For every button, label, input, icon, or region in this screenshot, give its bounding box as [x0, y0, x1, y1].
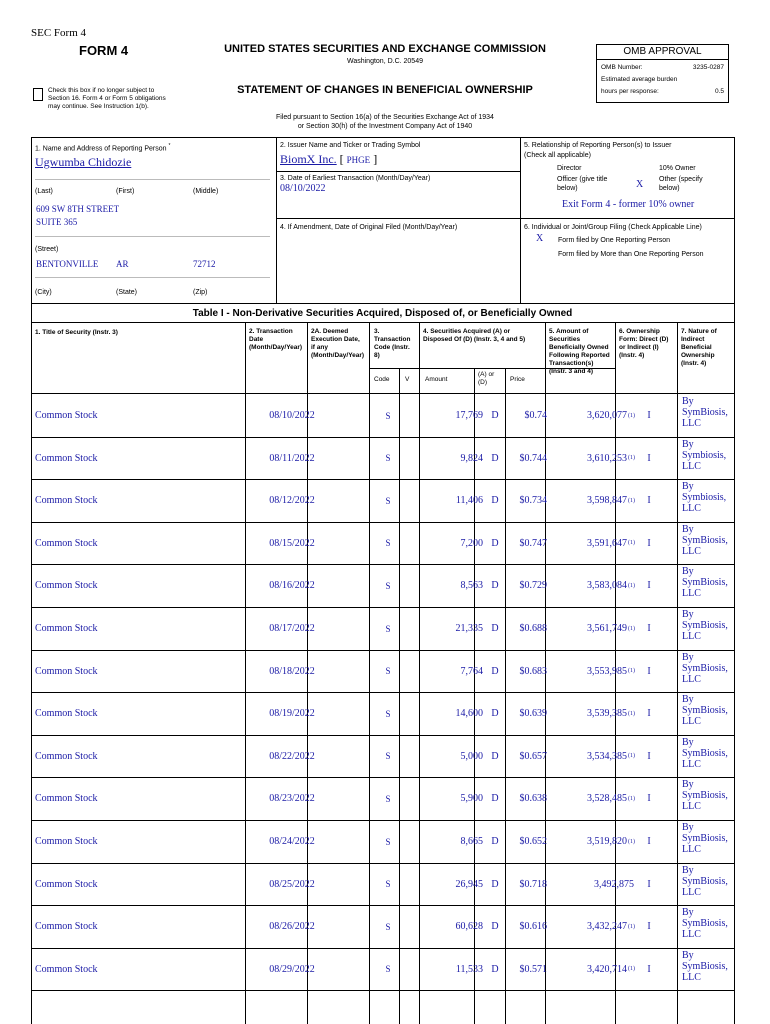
amount: 5,900 [460, 793, 483, 805]
amount-owned: 3,553,985 (1) [587, 665, 635, 677]
amount: 5,000 [460, 750, 483, 762]
footnote-ref[interactable]: (1) [628, 455, 635, 462]
checkbox-instruction: Check this box if no longer subject to Section 16. Form 4 or Form 5 obligations may continue. See Instruction 1(b). [48, 87, 166, 110]
amendment-label: 4. If Amendment, Date of Original Filed (Month/Day/Year) [280, 224, 458, 231]
transaction-code: S [385, 580, 391, 591]
sub-v: V [405, 376, 410, 383]
security-title: Common Stock [35, 452, 98, 464]
amount-owned: 3,561,749 (1) [587, 623, 635, 634]
amount-owned: 3,620,077 (1) [587, 410, 635, 421]
amount-owned: 3,539,385 (1) [587, 708, 635, 720]
table-row [31, 564, 734, 608]
transaction-code: S [385, 410, 391, 421]
footnote-ref[interactable]: (1) [628, 412, 635, 419]
security-title: Common Stock [35, 623, 98, 634]
price: $0.657 [519, 750, 547, 762]
footnote-ref[interactable]: (1) [628, 753, 635, 760]
transaction-code: S [385, 751, 391, 762]
earliest-date-label: 3. Date of Earliest Transaction (Month/Day/Year) [280, 175, 431, 182]
more-person-option: Form filed by More than One Reporting Person [558, 251, 704, 258]
agency-title: UNITED STATES SECURITIES AND EXCHANGE COMMISSION [224, 43, 546, 55]
col-deemed-execution: 2A. Deemed Execution Date, if any (Month/Day/Year) [311, 328, 365, 359]
acquired-or-disposed: D [491, 495, 499, 507]
street-label: (Street) [35, 246, 59, 253]
amount-owned: 3,583,084 (1) [587, 580, 635, 592]
ownership-form: I [647, 452, 651, 464]
amount: 60,628 [455, 921, 483, 933]
table-row [31, 394, 734, 438]
amount-owned: 3,591,647 (1) [587, 537, 635, 549]
transaction-date: 08/10/2022 [269, 410, 315, 421]
form-title: FORM 4 [79, 43, 129, 58]
sub-code: Code [374, 376, 390, 383]
footnote-ref[interactable]: (1) [628, 795, 635, 802]
omb-number-label: OMB Number: [601, 64, 643, 71]
price: $0.747 [519, 537, 547, 549]
security-title: Common Stock [35, 836, 98, 847]
transaction-date: 08/12/2022 [269, 495, 315, 507]
reporting-person-label: 1. Name and Address of Reporting Person * [35, 143, 171, 153]
one-person-option: Form filed by One Reporting Person [558, 237, 671, 244]
footnote-ref[interactable]: (1) [628, 966, 635, 973]
ownership-form: I [647, 537, 651, 549]
nature-of-ownership: By Symbiosis, LLC [682, 481, 727, 515]
relationship-label: 5. Relationship of Reporting Person(s) to Issuer [524, 142, 672, 149]
footnote-ref[interactable]: (1) [628, 710, 635, 717]
price: $0.639 [519, 708, 547, 720]
ownership-form: I [647, 623, 651, 634]
ownership-form: I [647, 410, 651, 421]
amount: 7,764 [460, 665, 483, 677]
nature-of-ownership: By SymBiosis, LLC [682, 566, 728, 600]
security-title: Common Stock [35, 495, 98, 507]
transaction-date: 08/29/2022 [269, 963, 315, 975]
acquired-or-disposed: D [491, 410, 499, 421]
zip-label: (Zip) [193, 289, 208, 296]
issuer-label: 2. Issuer Name and Ticker or Trading Symbol [280, 142, 421, 149]
omb-burden-label: Estimated average burden [601, 76, 678, 83]
nature-of-ownership: By SymBiosis, LLC [682, 864, 728, 898]
table-row [31, 905, 734, 949]
transaction-code: S [385, 921, 391, 932]
transaction-code: S [385, 793, 391, 804]
amount: 9,824 [460, 452, 483, 464]
nature-of-ownership: By SymBiosis, LLC [682, 907, 728, 941]
security-title: Common Stock [35, 793, 98, 805]
col-amount-owned: 5. Amount of Securities Beneficially Owned Following Reported Transaction(s) (Instr. 3 and 4) [549, 328, 610, 375]
omb-hours-label: hours per response: [601, 88, 659, 95]
sub-a-or-d: (A) or (D) [478, 371, 495, 386]
security-title: Common Stock [35, 750, 98, 762]
last-label: (Last) [35, 188, 53, 195]
acquired-or-disposed: D [491, 665, 499, 677]
transaction-date: 08/17/2022 [269, 623, 315, 634]
earliest-date-value: 08/10/2022 [280, 183, 326, 194]
transaction-code: S [385, 453, 391, 464]
nature-of-ownership: By SymBiosis, LLC [682, 523, 728, 557]
col-title-of-security: 1. Title of Security (Instr. 3) [35, 329, 118, 336]
amount: 14,600 [455, 708, 483, 720]
table-title: Table I - Non-Derivative Securities Acquired, Disposed of, or Beneficially Owned [192, 308, 573, 319]
sec-form-label: SEC Form 4 [31, 27, 87, 39]
transaction-code: S [385, 666, 391, 677]
transaction-date: 08/15/2022 [269, 537, 315, 549]
omb-number-value: 3235-0287 [692, 64, 724, 71]
street-address: 609 SW 8TH STREET SUITE 365 [36, 204, 120, 227]
footnote-ref[interactable]: (1) [628, 582, 635, 589]
statement-title: STATEMENT OF CHANGES IN BENEFICIAL OWNERSHIP [237, 84, 533, 96]
amount-owned: 3,534,385 (1) [587, 750, 635, 762]
amount: 26,945 [455, 878, 483, 890]
ownership-form: I [647, 580, 651, 592]
acquired-or-disposed: D [491, 963, 499, 975]
footnote-ref[interactable]: (1) [628, 497, 635, 504]
security-title: Common Stock [35, 410, 98, 421]
other-specify-text: Exit Form 4 - former 10% owner [562, 199, 695, 210]
other-option: Other (specify below) [659, 176, 703, 192]
acquired-or-disposed: D [491, 452, 499, 464]
acquired-or-disposed: D [491, 750, 499, 762]
issuer-ticker: PHGE [346, 155, 371, 165]
nature-of-ownership: By SymBiosis, LLC [682, 779, 728, 813]
price: $0.571 [519, 963, 547, 975]
transaction-date: 08/18/2022 [269, 665, 315, 677]
amount: 17,769 [455, 410, 483, 421]
price: $0.652 [519, 836, 547, 847]
omb-title: OMB APPROVAL [597, 45, 728, 60]
price: $0.744 [519, 452, 547, 464]
acquired-or-disposed: D [491, 580, 499, 592]
one-person-mark: X [536, 233, 544, 244]
agency-location: Washington, D.C. 20549 [346, 58, 423, 65]
security-title: Common Stock [35, 580, 98, 592]
table-row [31, 650, 734, 694]
ownership-form: I [647, 495, 651, 507]
nature-of-ownership: By SymBiosis, LLC [682, 949, 728, 983]
amount: 11,406 [455, 495, 483, 507]
transaction-code: S [385, 623, 391, 634]
footnote-ref[interactable]: (1) [628, 625, 635, 632]
amount: 21,335 [455, 623, 483, 634]
filing-label: 6. Individual or Joint/Group Filing (Check Applicable Line) [524, 224, 702, 231]
ownership-form: I [647, 750, 651, 762]
sub-price: Price [510, 376, 525, 383]
price: $0.718 [519, 878, 547, 890]
amount-owned: 3,610,253 (1) [587, 452, 635, 464]
acquired-or-disposed: D [491, 793, 499, 805]
amount-owned: 3,598,847 (1) [587, 495, 635, 507]
city-label: (City) [35, 289, 52, 296]
security-title: Common Stock [35, 921, 98, 933]
transaction-date: 08/16/2022 [269, 580, 315, 592]
table-row [31, 948, 734, 992]
nature-of-ownership: By SymBiosis, LLC [682, 694, 728, 728]
amount: 8,563 [460, 580, 483, 592]
transaction-date: 08/25/2022 [269, 878, 315, 890]
acquired-or-disposed: D [491, 836, 499, 847]
table-row [31, 692, 734, 736]
amount: 8,665 [460, 836, 483, 847]
zip-value: 72712 [193, 259, 216, 269]
price: $0.638 [519, 793, 547, 805]
amount-owned: 3,492,875 [594, 878, 634, 890]
table-row [31, 735, 734, 779]
nature-of-ownership: By SymBiosis, LLC [682, 736, 728, 770]
price: $0.734 [519, 495, 547, 507]
transaction-date: 08/22/2022 [269, 750, 315, 762]
middle-label: (Middle) [193, 188, 219, 195]
security-title: Common Stock [35, 665, 98, 677]
col-ownership-form: 6. Ownership Form: Direct (D) or Indirect (I) (Instr. 4) [619, 328, 669, 359]
col-transaction-code: 3. Transaction Code (Instr. 8) [374, 328, 411, 359]
ten-percent-owner-option: 10% Owner [659, 165, 696, 172]
table-row [31, 777, 734, 821]
nature-of-ownership: By SymBiosis, LLC [682, 822, 728, 855]
price: $0.683 [519, 665, 547, 677]
transaction-code: S [385, 836, 391, 847]
amount: 7,200 [460, 537, 483, 549]
table-row [31, 437, 734, 481]
ownership-form: I [647, 921, 651, 933]
nature-of-ownership: By SymBiosis, LLC [682, 396, 728, 429]
amount-owned: 3,432,247 (1) [587, 921, 635, 933]
nature-of-ownership: By SymBiosis, LLC [682, 609, 728, 642]
footnote-ref[interactable]: (1) [628, 540, 635, 547]
omb-approval-box [596, 44, 729, 103]
acquired-or-disposed: D [491, 708, 499, 720]
nature-of-ownership: By SymBiosis, LLC [682, 651, 728, 685]
security-title: Common Stock [35, 537, 98, 549]
first-label: (First) [116, 188, 135, 195]
table-row [31, 820, 734, 864]
state-label: (State) [116, 289, 138, 296]
filed-pursuant-text: Filed pursuant to Section 16(a) of the Securities Exchange Act of 1934 or Section 30(h) of the Investment Company Act of 1940 [276, 114, 494, 130]
ownership-form: I [647, 708, 651, 720]
table-row [31, 607, 734, 651]
price: $0.688 [519, 623, 547, 634]
table-row [31, 863, 734, 907]
footnote-ref[interactable]: (1) [628, 838, 635, 845]
security-title: Common Stock [35, 708, 98, 720]
col-transaction-date: 2. Transaction Date (Month/Day/Year) [249, 328, 303, 351]
other-check-mark: X [636, 179, 644, 190]
sub-amount: Amount [425, 376, 448, 383]
amount-owned: 3,420,714 (1) [587, 963, 635, 975]
ownership-form: I [647, 836, 651, 847]
ownership-form: I [647, 878, 651, 890]
acquired-or-disposed: D [491, 537, 499, 549]
reporting-person-name[interactable]: Ugwumba Chidozie [35, 155, 132, 169]
security-title: Common Stock [35, 878, 98, 890]
col-nature-of-ownership: 7. Nature of Indirect Beneficial Ownership (Instr. 4) [681, 328, 717, 367]
col-securities-acquired: 4. Securities Acquired (A) or Disposed Of (D) (Instr. 3, 4 and 5) [423, 328, 526, 343]
price: $0.729 [519, 580, 547, 592]
table-row [31, 479, 734, 523]
price: $0.74 [524, 410, 547, 421]
acquired-or-disposed: D [491, 878, 499, 890]
transaction-code: S [385, 708, 391, 719]
table-row [31, 522, 734, 566]
ownership-form: I [647, 665, 651, 677]
no-longer-subject-checkbox[interactable] [33, 88, 43, 101]
officer-option: Officer (give title below) [557, 176, 608, 192]
amount-owned: 3,519,820 (1) [587, 836, 635, 847]
transaction-date: 08/26/2022 [269, 921, 315, 933]
state-value: AR [116, 259, 129, 269]
issuer-name-ticker: BiomX Inc. [ PHGE ] [280, 152, 378, 166]
transaction-date: 08/19/2022 [269, 708, 315, 720]
transaction-code: S [385, 538, 391, 549]
ownership-form: I [647, 963, 651, 975]
director-option: Director [557, 165, 582, 172]
footnote-ref[interactable]: (1) [628, 923, 635, 930]
city-value: BENTONVILLE [36, 259, 99, 269]
ownership-form: I [647, 793, 651, 805]
nature-of-ownership: By Symbiosis, LLC [682, 438, 727, 472]
omb-hours-value: 0.5 [714, 88, 724, 95]
transaction-code: S [385, 879, 391, 890]
footnote-ref[interactable]: (1) [628, 668, 635, 675]
acquired-or-disposed: D [491, 623, 499, 634]
transaction-date: 08/11/2022 [269, 452, 315, 464]
transaction-date: 08/24/2022 [269, 836, 315, 847]
price: $0.616 [519, 921, 547, 933]
security-title: Common Stock [35, 963, 98, 975]
check-all-label: (Check all applicable) [524, 152, 591, 159]
amount-owned: 3,528,485 (1) [587, 793, 635, 805]
transaction-code: S [385, 495, 391, 506]
transaction-code: S [385, 964, 391, 975]
amount: 11,533 [455, 963, 483, 975]
issuer-name[interactable]: BiomX Inc. [280, 152, 337, 166]
transaction-date: 08/23/2022 [269, 793, 315, 805]
acquired-or-disposed: D [491, 921, 499, 933]
